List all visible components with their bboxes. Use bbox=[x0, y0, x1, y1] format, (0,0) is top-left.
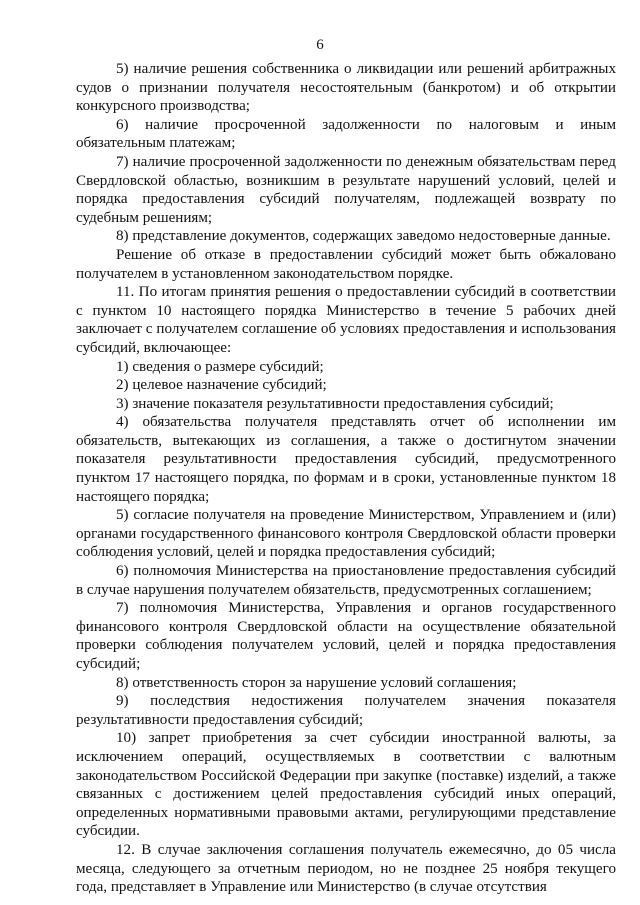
paragraph: 5) наличие решения собственника о ликвидации или решений арбитражных судов о признании получателя несостоятельным (банкротом) и об открытии конкурсного производства; bbox=[76, 61, 616, 115]
paragraph: 2) целевое назначение субсидий; bbox=[116, 377, 327, 394]
paragraph: 8) представление документов, содержащих заведомо недостоверные данные. bbox=[116, 228, 611, 245]
paragraph: 8) ответственность сторон за нарушение условий соглашения; bbox=[116, 674, 517, 691]
paragraph: 7) полномочия Министерства, Управления и органов государственного финансового контроля Свердловской области на осуществление обязательной проверки соблюдения получателем условий, целей и порядка предоставления субсидий; bbox=[76, 600, 616, 672]
paragraph: 3) значение показателя результативности предоставления субсидий; bbox=[116, 395, 554, 412]
paragraph: Решение об отказе в предоставлении субсидий может быть обжаловано получателем в установленном законодательством порядке. bbox=[76, 246, 616, 282]
paragraph: 7) наличие просроченной задолженности по денежным обязательствам перед Свердловской областью, возникшим в результате нарушений условий, целей и порядка предоставления субсидий получателям, подлежащей возврату по судебным решениям; bbox=[76, 153, 616, 226]
paragraph: 6) наличие просроченной задолженности по налоговым и иным обязательным платежам; bbox=[76, 116, 616, 152]
paragraph: 12. В случае заключения соглашения получатель ежемесячно, до 05 числа месяца, следующего за отчетным периодом, но не позднее 25 ноября текущего года, представляет в Управление или Министерство (в случае отсутствия bbox=[76, 841, 616, 896]
page-number: 6 bbox=[316, 37, 324, 53]
paragraph: 1) сведения о размере субсидий; bbox=[116, 358, 324, 375]
paragraph: 11. По итогам принятия решения о предоставлении субсидий в соответствии с пунктом 10 настоящего порядка Министерство в течение 5 рабочих дней заключает с получателем соглашение об условиях предоставления и использования субсидий, включающее: bbox=[76, 284, 616, 356]
paragraph: 4) обязательства получателя представлять отчет об исполнении им обязательств, вытекающих из соглашения, а также о достигнутом значении показателя результативности предоставления субсидий, предусмотренного пунктом 17 настоящего порядка, по формам и в сроки, установленные пунктом 18 настоящего порядка; bbox=[76, 414, 616, 505]
paragraph: 10) запрет приобретения за счет субсидии иностранной валюты, за исключением операций, осуществляемых в соответствии с валютным законодательством Российской Федерации при закупке (поставке) изделий, а также связанных с достижением целей предоставления субсидий иных операций, определенных нормативными правовыми актами, регулирующими представление субсидии. bbox=[76, 730, 616, 840]
paragraph: 5) согласие получателя на проведение Министерством, Управлением и (или) органами государственного финансового контроля Свердловской области проверки соблюдения условий, целей и порядка предоставления субсидий; bbox=[76, 507, 616, 561]
paragraph: 9) последствия недостижения получателем значения показателя результативности предоставления субсидий; bbox=[76, 693, 616, 728]
paragraph: 6) полномочия Министерства на приостановление предоставления субсидий в случае нарушения получателем обязательств, предусмотренных соглашением; bbox=[76, 563, 616, 598]
document-body bbox=[76, 60, 616, 897]
